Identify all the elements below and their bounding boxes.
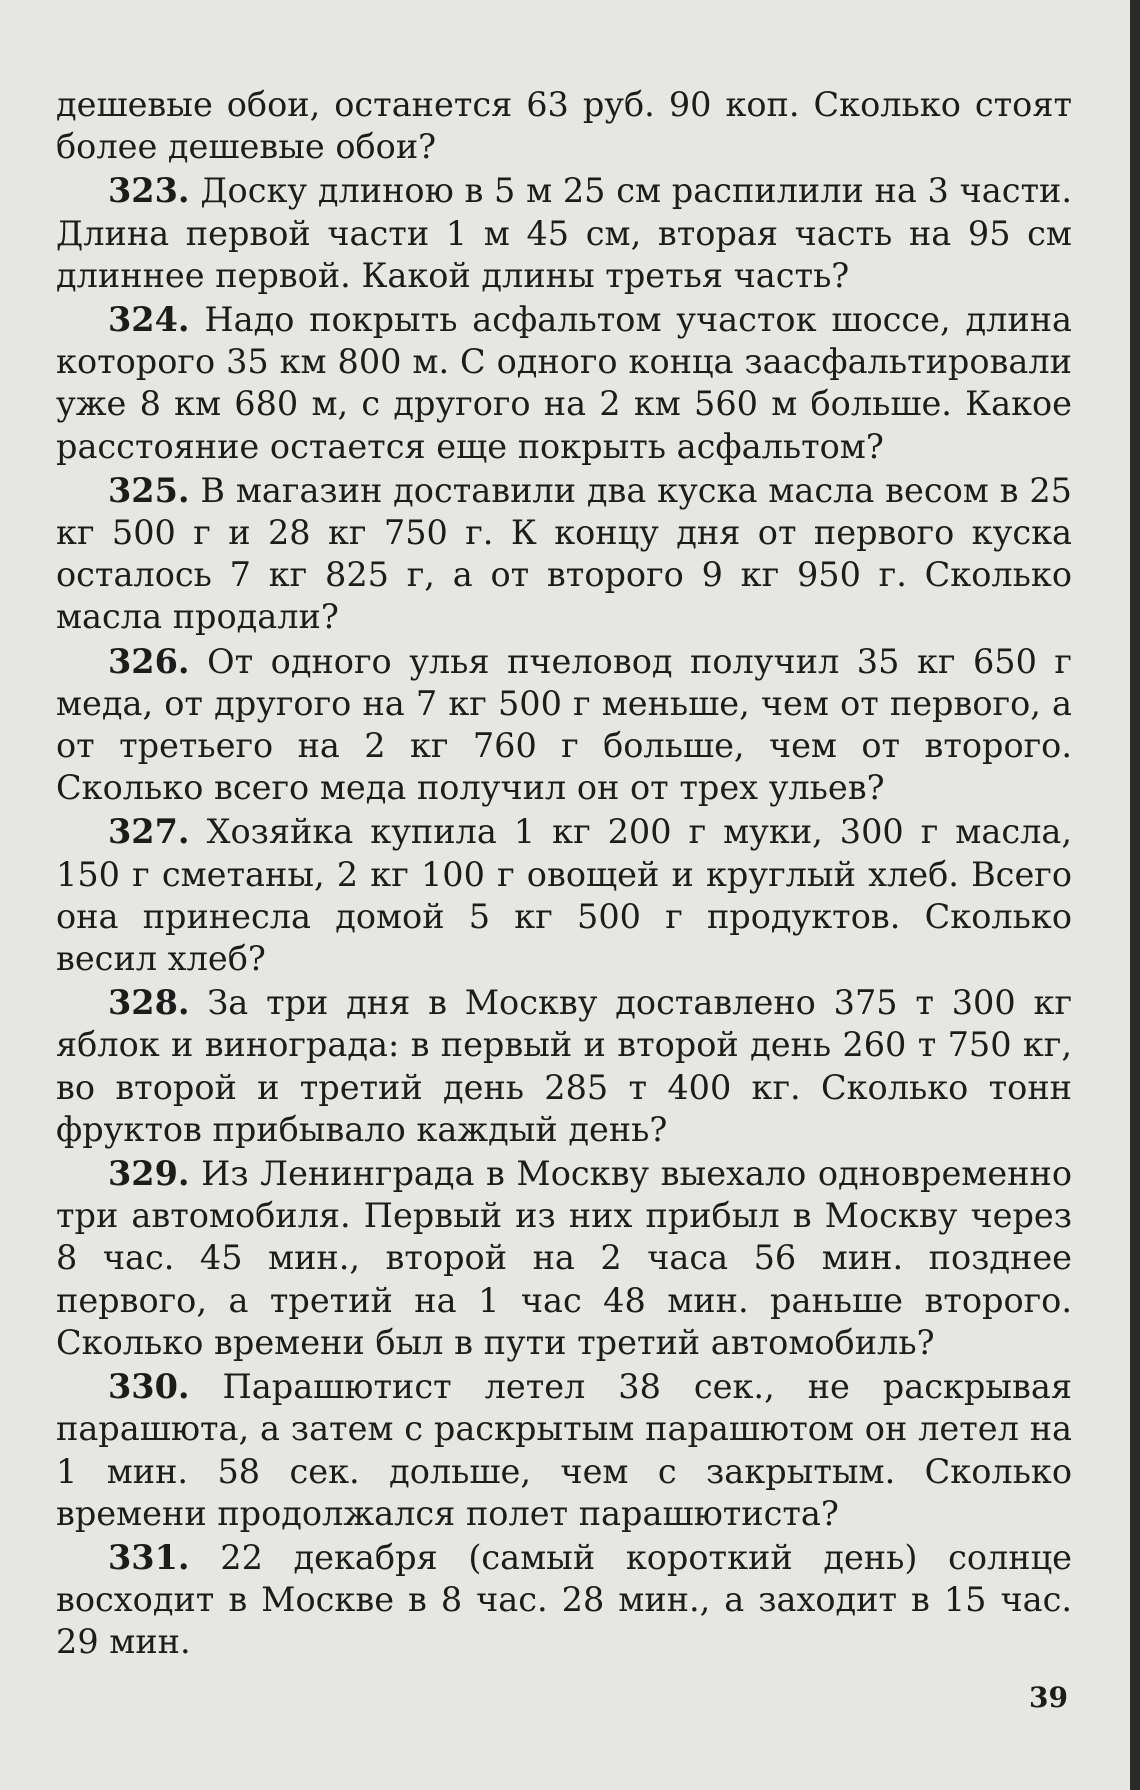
page-number: 39 [1029, 1681, 1068, 1714]
problem-text: Из Ленинграда в Москву выехало одновременно три автомобиля. Первый из них прибыл в Москву через 8 час. 45 мин., второй на 2 часа 56 мин. позднее первого, а третий на 1 час 48 мин. раньше второго. Сколько времени был в пути третий автомобиль? [56, 1154, 1072, 1362]
problem-number: 328. [108, 983, 190, 1023]
problem-329 [56, 1153, 1072, 1364]
problem-number: 323. [108, 171, 190, 211]
problem-number: 330. [108, 1367, 190, 1407]
problem-text: От одного улья пчеловод получил 35 кг 650 г меда, от другого на 7 кг 500 г меньше, чем от первого, а от третьего на 2 кг 760 г больше, чем от второго. Сколько всего меда получил он от трех ульев? [56, 641, 1072, 808]
continuation-paragraph: дешевые обои, останется 63 руб. 90 коп. Сколько стоят более дешевые обои? [56, 85, 1072, 167]
problem-323 [56, 170, 1072, 297]
problem-text: Парашютист летел 38 сек., не раскрывая парашюта, а затем с раскрытым парашютом он летел на 1 мин. 58 сек. дольше, чем с закрытым. Сколько времени продолжался полет парашютиста? [56, 1367, 1072, 1533]
problem-324 [56, 299, 1072, 468]
problem-text: Хозяйка купила 1 кг 200 г муки, 300 г масла, 150 г сметаны, 2 кг 100 г овощей и круглый хлеб. Всего она принесла домой 5 кг 500 г продуктов. Сколько весил хлеб? [56, 812, 1072, 979]
problem-text: Доску длиною в 5 м 25 см распилили на 3 части. Длина первой части 1 м 45 см, вторая часть на 95 см длиннее первой. Какой длины третья часть? [56, 171, 1072, 295]
problem-text: 22 декабря (самый короткий день) солнце восходит в Москве в 8 час. 28 мин., а заходит в 15 час. 29 мин. [56, 1537, 1072, 1662]
problem-328 [56, 982, 1072, 1151]
problem-number: 324. [108, 300, 190, 340]
problem-number: 329. [108, 1154, 190, 1194]
problem-text: В магазин доставили два куска масла весом в 25 кг 500 г и 28 кг 750 г. К концу дня от первого куска осталось 7 кг 825 г, а от второго 9 кг 950 г. Сколько масла продали? [56, 470, 1072, 637]
problem-text: Надо покрыть асфальтом участок шоссе, длина которого 35 км 800 м. С одного конца заасфальтировали уже 8 км 680 м, с другого на 2 км 560 м больше. Какое расстояние остается еще покрыть асфальтом? [56, 300, 1072, 466]
problem-330 [56, 1366, 1072, 1535]
problem-text: За три дня в Москву доставлено 375 т 300 кг яблок и винограда: в первый и второй день 260 т 750 кг, во второй и третий день 285 т 400 кг. Сколько тонн фруктов прибывало каждый день? [56, 983, 1072, 1149]
problem-number: 331. [108, 1537, 190, 1577]
problem-number: 326. [108, 641, 190, 681]
page-text [56, 84, 1072, 1664]
problem-number: 327. [108, 812, 190, 852]
problem-331 [56, 1537, 1072, 1664]
problem-number: 325. [108, 470, 190, 510]
problem-325 [56, 470, 1072, 639]
problem-327 [56, 811, 1072, 980]
problem-326 [56, 641, 1072, 810]
